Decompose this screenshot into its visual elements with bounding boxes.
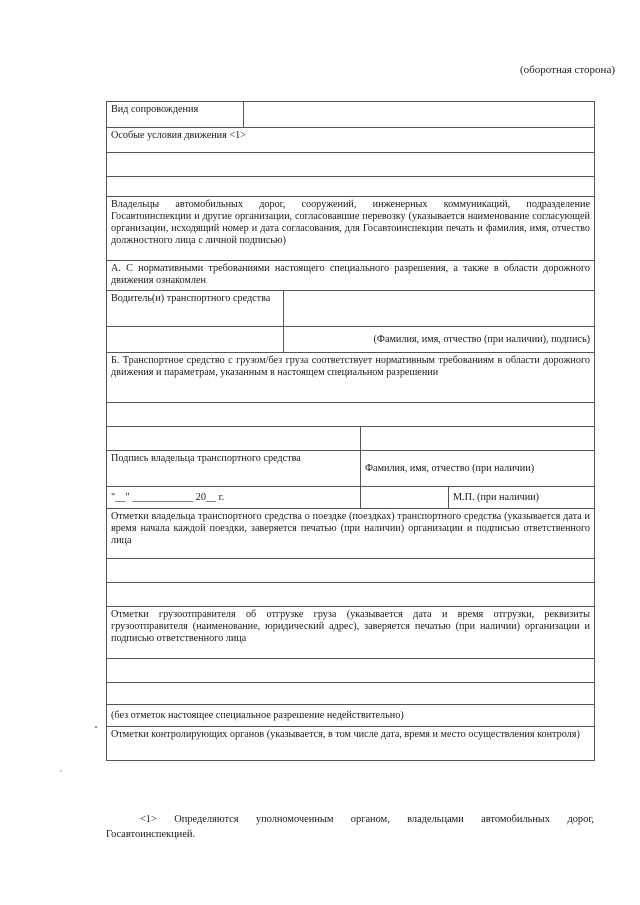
row-blank-2	[107, 403, 595, 427]
blank-right[interactable]	[361, 427, 595, 451]
control-marks-text: Отметки контролирующих органов (указывается, в том числе дата, время и место осуществления контроля)	[107, 727, 595, 761]
row-special-conditions-blank	[107, 153, 595, 177]
driver-value[interactable]	[284, 291, 595, 327]
row-blank	[107, 177, 595, 197]
blank-line-4[interactable]	[107, 559, 595, 583]
blank-line-5[interactable]	[107, 583, 595, 607]
header-note: (оборотная сторона)	[520, 64, 615, 76]
row-owner-signature	[107, 451, 595, 487]
footnote: <1> Определяются уполномоченным органом, владельцами автомобильных дорог, Госавтоинспекцией.	[106, 814, 594, 840]
date-blank	[361, 487, 449, 509]
row-driver-fio	[107, 327, 595, 353]
stamp-label: М.П. (при наличии)	[449, 487, 595, 509]
scan-speck-2	[60, 770, 62, 772]
row-blank-6	[107, 659, 595, 683]
row-section-a	[107, 261, 595, 291]
section-b-text: Б. Транспортное средство с грузом/без груза соответствует нормативным требованиям в области дорожного движения и параметрам, указанным в настоящем специальном разрешении	[107, 353, 595, 403]
permit-back-table	[106, 101, 595, 761]
special-conditions-label: Особые условия движения <1>	[107, 128, 595, 153]
scan-speck	[94, 725, 98, 729]
blank-line-6[interactable]	[107, 659, 595, 683]
escort-label: Вид сопровождения	[107, 102, 244, 128]
owner-trips-text: Отметки владельца транспортного средства о поездке (поездках) транспортного средства (указывается дата и время начала каждой поездки, заверяется печатью (при наличии) организации и подписью ответственного лица	[107, 509, 595, 559]
date-line[interactable]: "__" ____________ 20__ г.	[107, 487, 361, 509]
row-section-b	[107, 353, 595, 403]
driver-fio-caption: (Фамилия, имя, отчество (при наличии), подпись)	[284, 327, 595, 353]
row-owners-roads	[107, 197, 595, 261]
row-blank-4	[107, 559, 595, 583]
special-conditions-value[interactable]	[107, 153, 595, 177]
row-owner-trips	[107, 509, 595, 559]
owner-fio-label: Фамилия, имя, отчество (при наличии)	[361, 451, 595, 487]
invalid-note: (без отметок настоящее специальное разрешение недействительно)	[107, 705, 595, 727]
row-blank-7	[107, 683, 595, 705]
blank-line-2[interactable]	[107, 403, 595, 427]
owners-roads-text: Владельцы автомобильных дорог, сооружений, инженерных коммуникаций, подразделение Госавтоинспекции и другие организации, согласовавшие перевозку (указывается наименование согласующей организации, исходящий номер и дата согласования, для Госавтоинспекции печать и фамилия, имя, отчество должностного лица с личной подписью)	[107, 197, 595, 261]
section-a-text: А. С нормативными требованиями настоящего специального разрешения, а также в области дорожного движения ознакомлен	[107, 261, 595, 291]
row-driver	[107, 291, 595, 327]
row-date	[107, 487, 595, 509]
owner-signature-label: Подпись владельца транспортного средства	[107, 451, 361, 487]
blank-line[interactable]	[107, 177, 595, 197]
escort-value[interactable]	[244, 102, 595, 128]
row-blank-5	[107, 583, 595, 607]
row-escort	[107, 102, 595, 128]
driver-label: Водитель(и) транспортного средства	[107, 291, 284, 327]
row-blank-3	[107, 427, 595, 451]
blank-left[interactable]	[107, 427, 361, 451]
shipper-marks-text: Отметки грузоотправителя об отгрузке груза (указывается дата и время отгрузки, реквизиты грузоотправителя (наименование, юридический адрес), заверяется печатью (при наличии) организации и подписью ответственного лица	[107, 607, 595, 659]
row-invalid-note	[107, 705, 595, 727]
row-control-marks	[107, 727, 595, 761]
row-special-conditions	[107, 128, 595, 153]
driver-fio-blank	[107, 327, 284, 353]
blank-line-7[interactable]	[107, 683, 595, 705]
row-shipper	[107, 607, 595, 659]
